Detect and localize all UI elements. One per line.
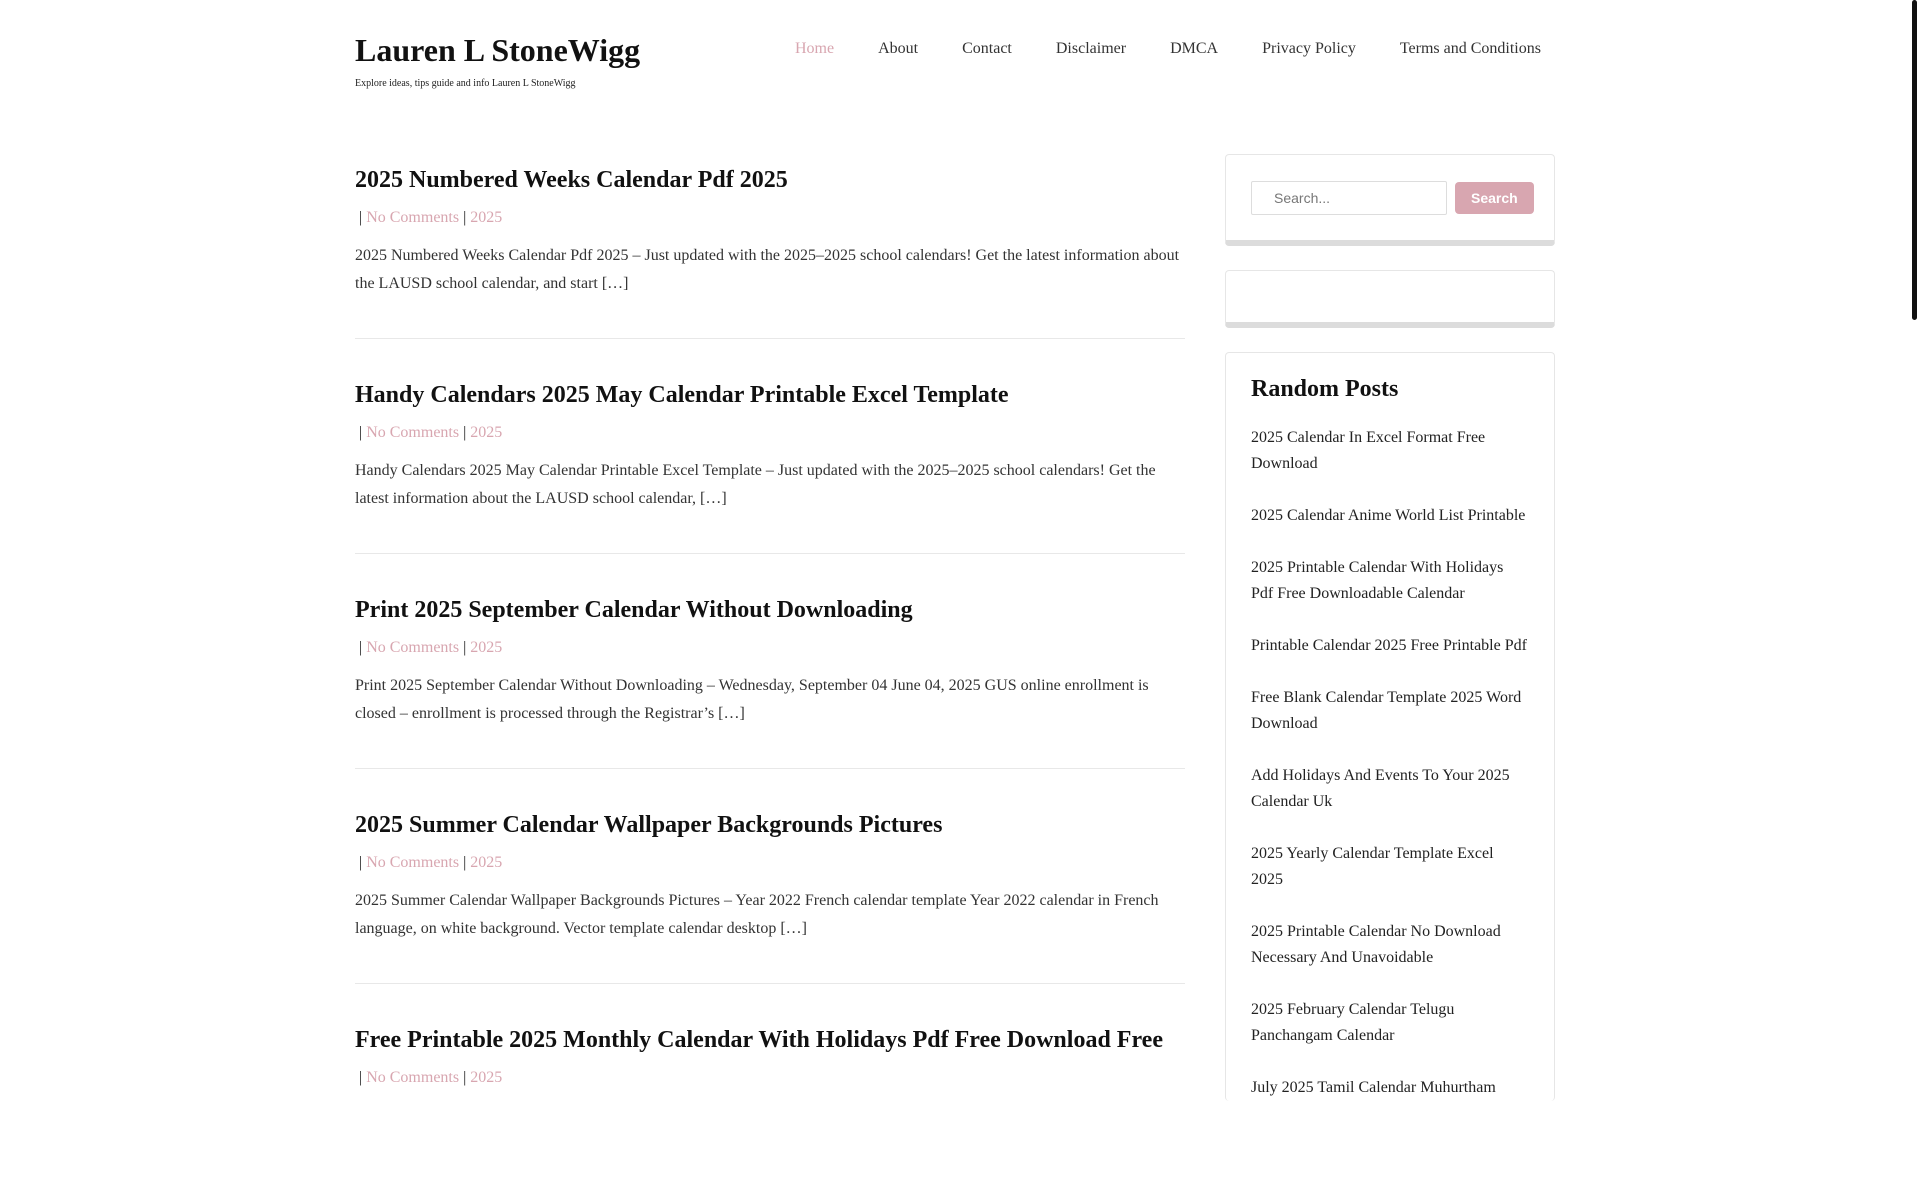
random-post-link[interactable]: Printable Calendar 2025 Free Printable Pdf: [1251, 637, 1527, 654]
random-post-link[interactable]: 2025 Printable Calendar With Holidays Pdf Free Downloadable Calendar: [1251, 559, 1504, 602]
random-post-link[interactable]: July 2025 Tamil Calendar Muhurtham: [1251, 1079, 1496, 1096]
post-title[interactable]: Handy Calendars 2025 May Calendar Printable Excel Template: [355, 382, 1009, 408]
random-posts-widget: [1225, 352, 1555, 1101]
post-meta: [355, 638, 1185, 658]
post-list: [355, 160, 1185, 1182]
post-comments-link[interactable]: No Comments: [366, 209, 460, 226]
search-widget: [1225, 154, 1555, 246]
post-excerpt: Print 2025 September Calendar Without Downloading – Wednesday, September 04 June 04, 2025 GUS online enrollment is closed – enrollment is processed through the Registrar’s […]: [355, 677, 1149, 722]
post-meta: [355, 208, 1185, 228]
post-title[interactable]: 2025 Numbered Weeks Calendar Pdf 2025: [355, 167, 788, 193]
meta-separator: |: [463, 639, 467, 656]
post-comments-link[interactable]: No Comments: [366, 424, 460, 441]
nav-disclaimer[interactable]: Disclaimer: [1055, 40, 1127, 57]
site-title[interactable]: Lauren L StoneWigg: [355, 32, 641, 68]
page-scrollbar[interactable]: [1908, 0, 1920, 1080]
post-item: [355, 809, 1185, 984]
search-button[interactable]: Search: [1455, 182, 1534, 214]
random-post-link[interactable]: 2025 Calendar In Excel Format Free Download: [1251, 429, 1486, 472]
post-item: [355, 164, 1185, 339]
meta-separator: |: [359, 854, 363, 871]
post-comments-link[interactable]: No Comments: [366, 1069, 460, 1086]
meta-separator: |: [359, 639, 363, 656]
meta-separator: |: [359, 424, 363, 441]
post-title[interactable]: Free Printable 2025 Monthly Calendar With Holidays Pdf Free Download Free: [355, 1027, 1163, 1053]
search-input[interactable]: [1251, 181, 1447, 215]
post-comments-link[interactable]: No Comments: [366, 854, 460, 871]
random-post-link[interactable]: 2025 Calendar Anime World List Printable: [1251, 507, 1526, 524]
random-post-link[interactable]: 2025 Yearly Calendar Template Excel 2025: [1251, 845, 1494, 888]
meta-separator: |: [359, 209, 363, 226]
post-category-link[interactable]: 2025: [470, 639, 503, 656]
post-excerpt: 2025 Summer Calendar Wallpaper Backgrounds Pictures – Year 2022 French calendar template Year 2022 calendar in French language, on white background. Vector template calendar desktop […]: [355, 892, 1159, 937]
post-item: [355, 1024, 1185, 1142]
nav-home[interactable]: Home: [795, 40, 835, 57]
meta-separator: |: [463, 424, 467, 441]
random-post-link[interactable]: 2025 February Calendar Telugu Panchangam Calendar: [1251, 1001, 1455, 1044]
meta-separator: |: [463, 1069, 467, 1086]
post-meta: [355, 853, 1185, 873]
meta-separator: |: [359, 1069, 363, 1086]
post-excerpt: 2025 Numbered Weeks Calendar Pdf 2025 – Just updated with the 2025–2025 school calendars! Get the latest information about the LAUSD school calendar, and start […]: [355, 247, 1180, 292]
sidebar: [1225, 154, 1555, 1127]
post-comments-link[interactable]: No Comments: [366, 639, 460, 656]
post-title[interactable]: 2025 Summer Calendar Wallpaper Backgrounds Pictures: [355, 812, 943, 838]
random-post-link[interactable]: Free Blank Calendar Template 2025 Word Download: [1251, 689, 1522, 732]
empty-widget: [1225, 270, 1555, 328]
nav-contact[interactable]: Contact: [962, 40, 1012, 57]
post-excerpt: Handy Calendars 2025 May Calendar Printable Excel Template – Just updated with the 2025–2025 school calendars! Get the latest information about the LAUSD school calendar, […]: [355, 462, 1156, 507]
post-item: [355, 594, 1185, 769]
nav-dmca[interactable]: DMCA: [1170, 40, 1219, 57]
random-post-link[interactable]: 2025 Printable Calendar No Download Necessary And Unavoidable: [1251, 923, 1501, 966]
random-posts-title: Random Posts: [1251, 376, 1399, 402]
post-title[interactable]: Print 2025 September Calendar Without Downloading: [355, 597, 913, 623]
post-item: [355, 379, 1185, 554]
post-meta: [355, 423, 1185, 443]
main-nav: [773, 39, 1563, 59]
post-category-link[interactable]: 2025: [470, 424, 503, 441]
random-post-link[interactable]: Add Holidays And Events To Your 2025 Calendar Uk: [1251, 767, 1510, 810]
post-category-link[interactable]: 2025: [470, 209, 503, 226]
post-meta: [355, 1068, 1185, 1088]
site-tagline: Explore ideas, tips guide and info Lauren L StoneWigg: [355, 78, 576, 89]
post-category-link[interactable]: 2025: [470, 1069, 503, 1086]
scrollbar-thumb[interactable]: [1912, 0, 1917, 320]
nav-about[interactable]: About: [878, 40, 919, 57]
post-category-link[interactable]: 2025: [470, 854, 503, 871]
meta-separator: |: [463, 209, 467, 226]
meta-separator: |: [463, 854, 467, 871]
random-posts-list: [1251, 425, 1529, 1101]
nav-privacy-policy[interactable]: Privacy Policy: [1262, 40, 1356, 57]
nav-terms-and-conditions[interactable]: Terms and Conditions: [1399, 40, 1541, 57]
